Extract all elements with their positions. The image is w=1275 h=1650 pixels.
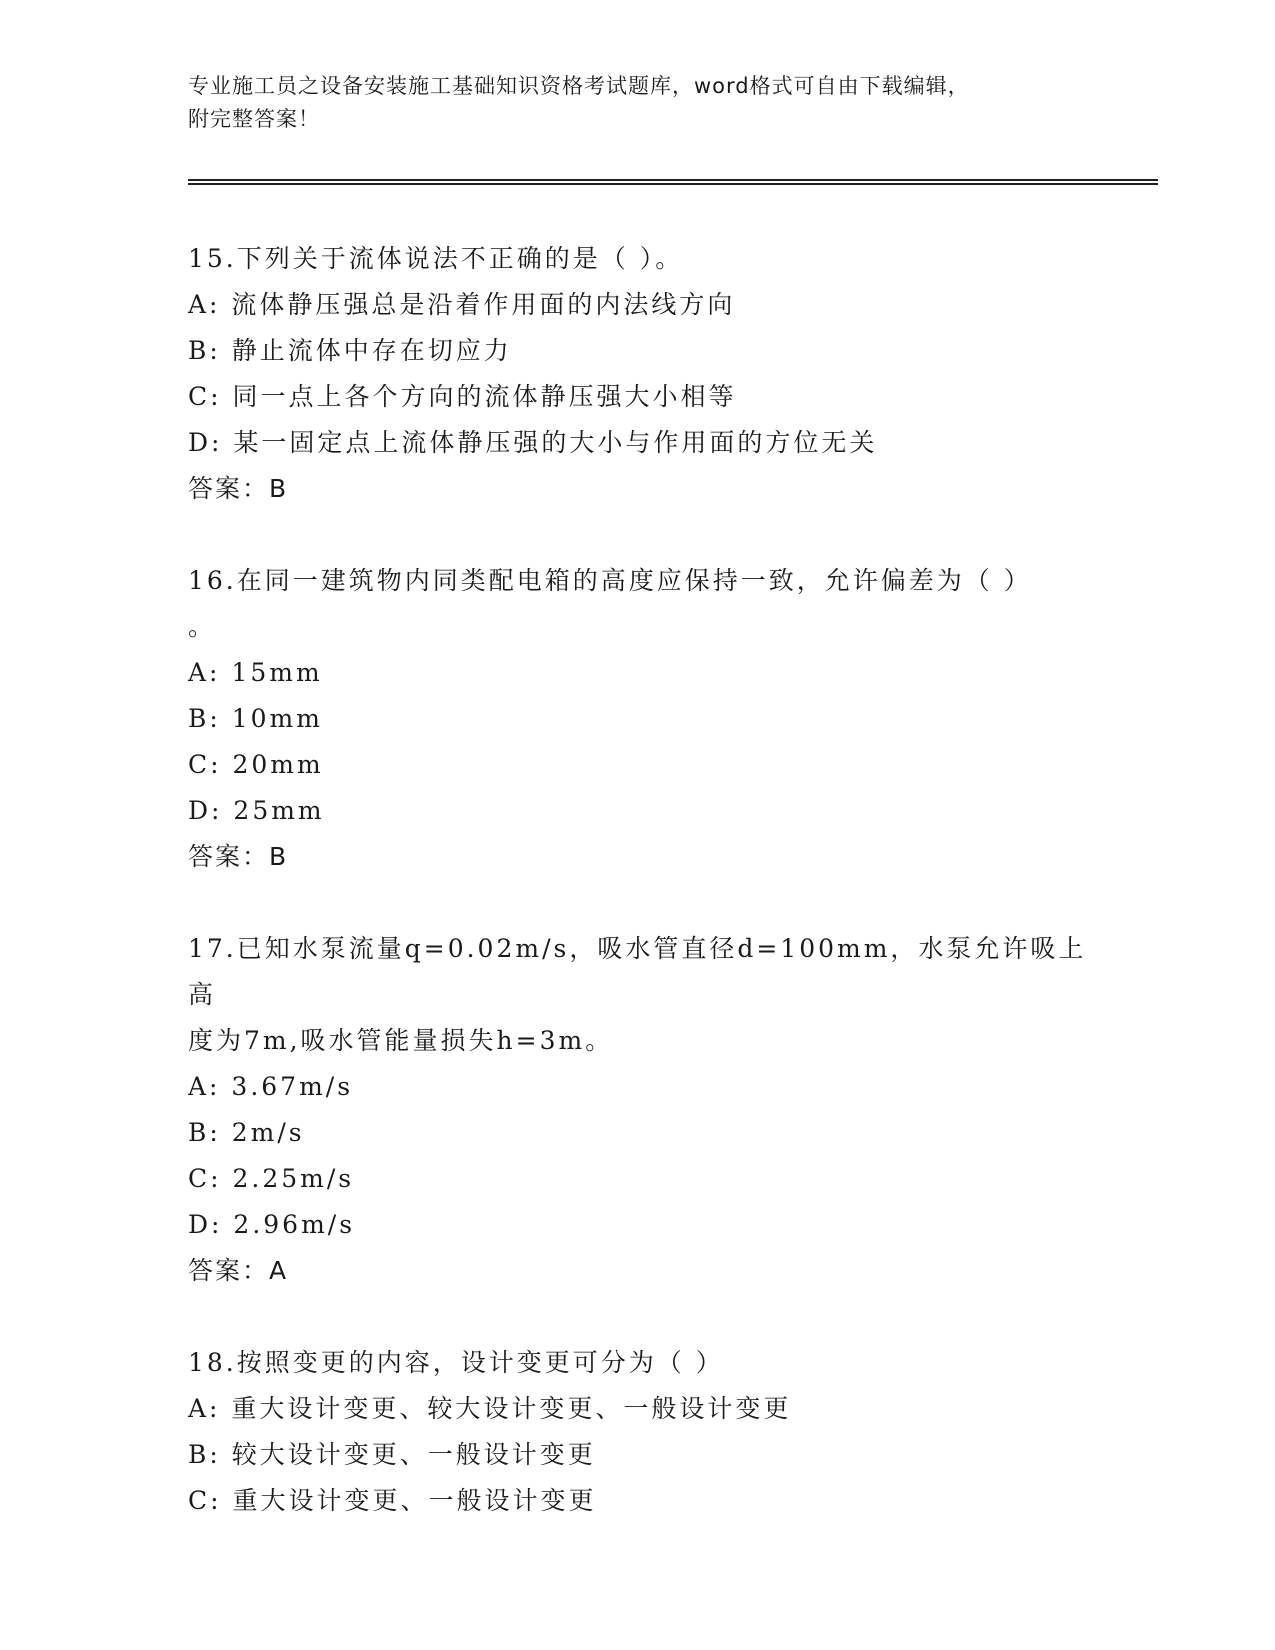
option-a: A: 流体静压强总是沿着作用面的内法线方向 (188, 290, 736, 319)
header-line-1: 专业施工员之设备安装施工基础知识资格考试题库，word格式可自由下载编辑， (188, 74, 970, 98)
answer: 答案：A (188, 1256, 289, 1285)
option-c: C: 20mm (188, 750, 324, 779)
question-stem: 16.在同一建筑物内同类配电箱的高度应保持一致，允许偏差为（ ） (188, 566, 1032, 595)
question-18 (188, 1340, 1088, 1524)
option-c: C: 同一点上各个方向的流体静压强大小相等 (188, 382, 737, 411)
option-b: B: 静止流体中存在切应力 (188, 336, 512, 365)
option-a: A: 重大设计变更、较大设计变更、一般设计变更 (188, 1394, 792, 1423)
question-16 (188, 558, 1088, 880)
question-17 (188, 926, 1088, 1294)
option-c: C: 2.25m/s (188, 1164, 355, 1193)
option-d: D: 某一固定点上流体静压强的大小与作用面的方位无关 (188, 428, 878, 457)
option-a: A: 3.67m/s (188, 1072, 354, 1101)
question-15 (188, 236, 1088, 512)
option-b: B: 2m/s (188, 1118, 305, 1147)
question-stem-continuation: 。 (188, 612, 217, 641)
option-b: B: 10mm (188, 704, 323, 733)
question-list (188, 236, 1088, 1570)
question-stem: 15.下列关于流体说法不正确的是（ ）。 (188, 244, 684, 273)
header-line-2: 附完整答案！ (188, 107, 320, 131)
answer: 答案：B (188, 842, 289, 871)
answer: 答案：B (188, 474, 289, 503)
option-b: B: 较大设计变更、一般设计变更 (188, 1440, 596, 1469)
question-stem-continuation: 度为7m,吸水管能量损失h=3m。 (188, 1026, 614, 1055)
question-stem: 17.已知水泵流量q=0.02m/s，吸水管直径d=100mm，水泵允许吸上高 (188, 934, 1087, 1009)
option-c: C: 重大设计变更、一般设计变更 (188, 1486, 597, 1515)
option-d: D: 2.96m/s (188, 1210, 356, 1239)
header-divider (188, 179, 1158, 185)
option-d: D: 25mm (188, 796, 325, 825)
option-a: A: 15mm (188, 658, 323, 687)
page-header (188, 70, 1088, 136)
question-stem: 18.按照变更的内容，设计变更可分为（ ） (188, 1348, 724, 1377)
